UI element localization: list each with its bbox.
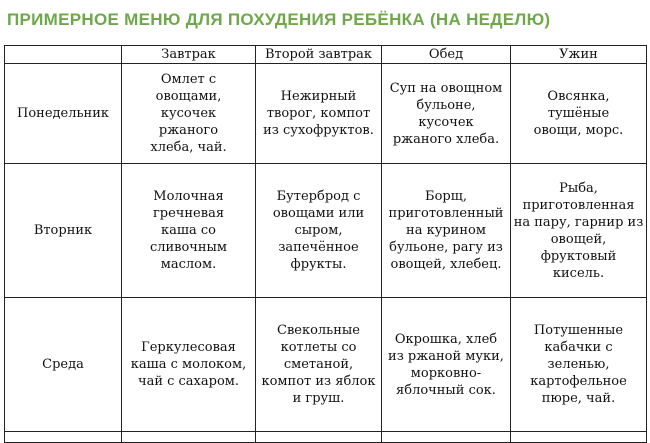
meal-cell <box>511 298 647 432</box>
meal-text: Нежирный творог, компот из сухофруктов. <box>263 89 374 138</box>
meal-cell <box>382 298 511 432</box>
meal-cell <box>256 298 382 432</box>
day-cell: Среда <box>5 298 122 432</box>
meal-text: Бутерброд с овощами или сыром, запечённое фрукты. <box>272 189 365 272</box>
meal-text: Омлет с овощами, кусочек ржаного хлеба, чай. <box>150 72 227 155</box>
menu-table <box>4 45 647 443</box>
header-cell-second-breakfast: Второй завтрак <box>256 46 382 64</box>
meal-text: Свекольные котлеты со сметаной, компот из яблок и груш. <box>261 323 376 406</box>
page-title: ПРИМЕРНОЕ МЕНЮ ДЛЯ ПОХУДЕНИЯ РЕБЁНКА (НА НЕДЕЛЮ) <box>7 10 551 29</box>
header-cell-breakfast: Завтрак <box>122 46 256 64</box>
table-header-row <box>5 46 647 64</box>
meal-text: Молочная гречневая каша со сливочным маслом. <box>149 189 228 272</box>
header-cell-empty <box>5 46 122 64</box>
meal-text: Геркулесовая каша с молоком, чай с сахаром. <box>130 340 247 389</box>
meal-cell <box>382 64 511 164</box>
header-cell-lunch: Обед <box>382 46 511 64</box>
meal-text: Рыба, приготовленная на пару, гарнир из овощей, фруктовый кисель. <box>513 180 644 281</box>
meal-cell <box>256 164 382 298</box>
meal-text: Потушенные кабачки с зеленью, картофельное пюре, чай. <box>530 323 627 406</box>
meal-text: Суп на овощном бульоне, кусочек ржаного хлеба. <box>389 80 503 147</box>
table-row <box>5 298 647 432</box>
day-cell: Понедельник <box>5 64 122 164</box>
meal-text: Овсянка, тушёные овощи, морс. <box>533 89 624 138</box>
day-cell: Вторник <box>5 164 122 298</box>
table-row <box>5 164 647 298</box>
meal-cell <box>382 164 511 298</box>
meal-cell <box>256 64 382 164</box>
meal-cell <box>511 164 647 298</box>
meal-cell <box>511 64 647 164</box>
meal-cell <box>122 164 256 298</box>
table-row-partial <box>5 432 647 443</box>
table-row <box>5 64 647 164</box>
meal-cell <box>122 64 256 164</box>
meal-text: Окрошка, хлеб из ржаной муки, морковно-яблочный сок. <box>388 331 504 398</box>
header-cell-dinner: Ужин <box>511 46 647 64</box>
meal-cell <box>122 298 256 432</box>
meal-text: Борщ, приготовленный на курином бульоне, рагу из овощей, хлебец. <box>388 189 504 272</box>
